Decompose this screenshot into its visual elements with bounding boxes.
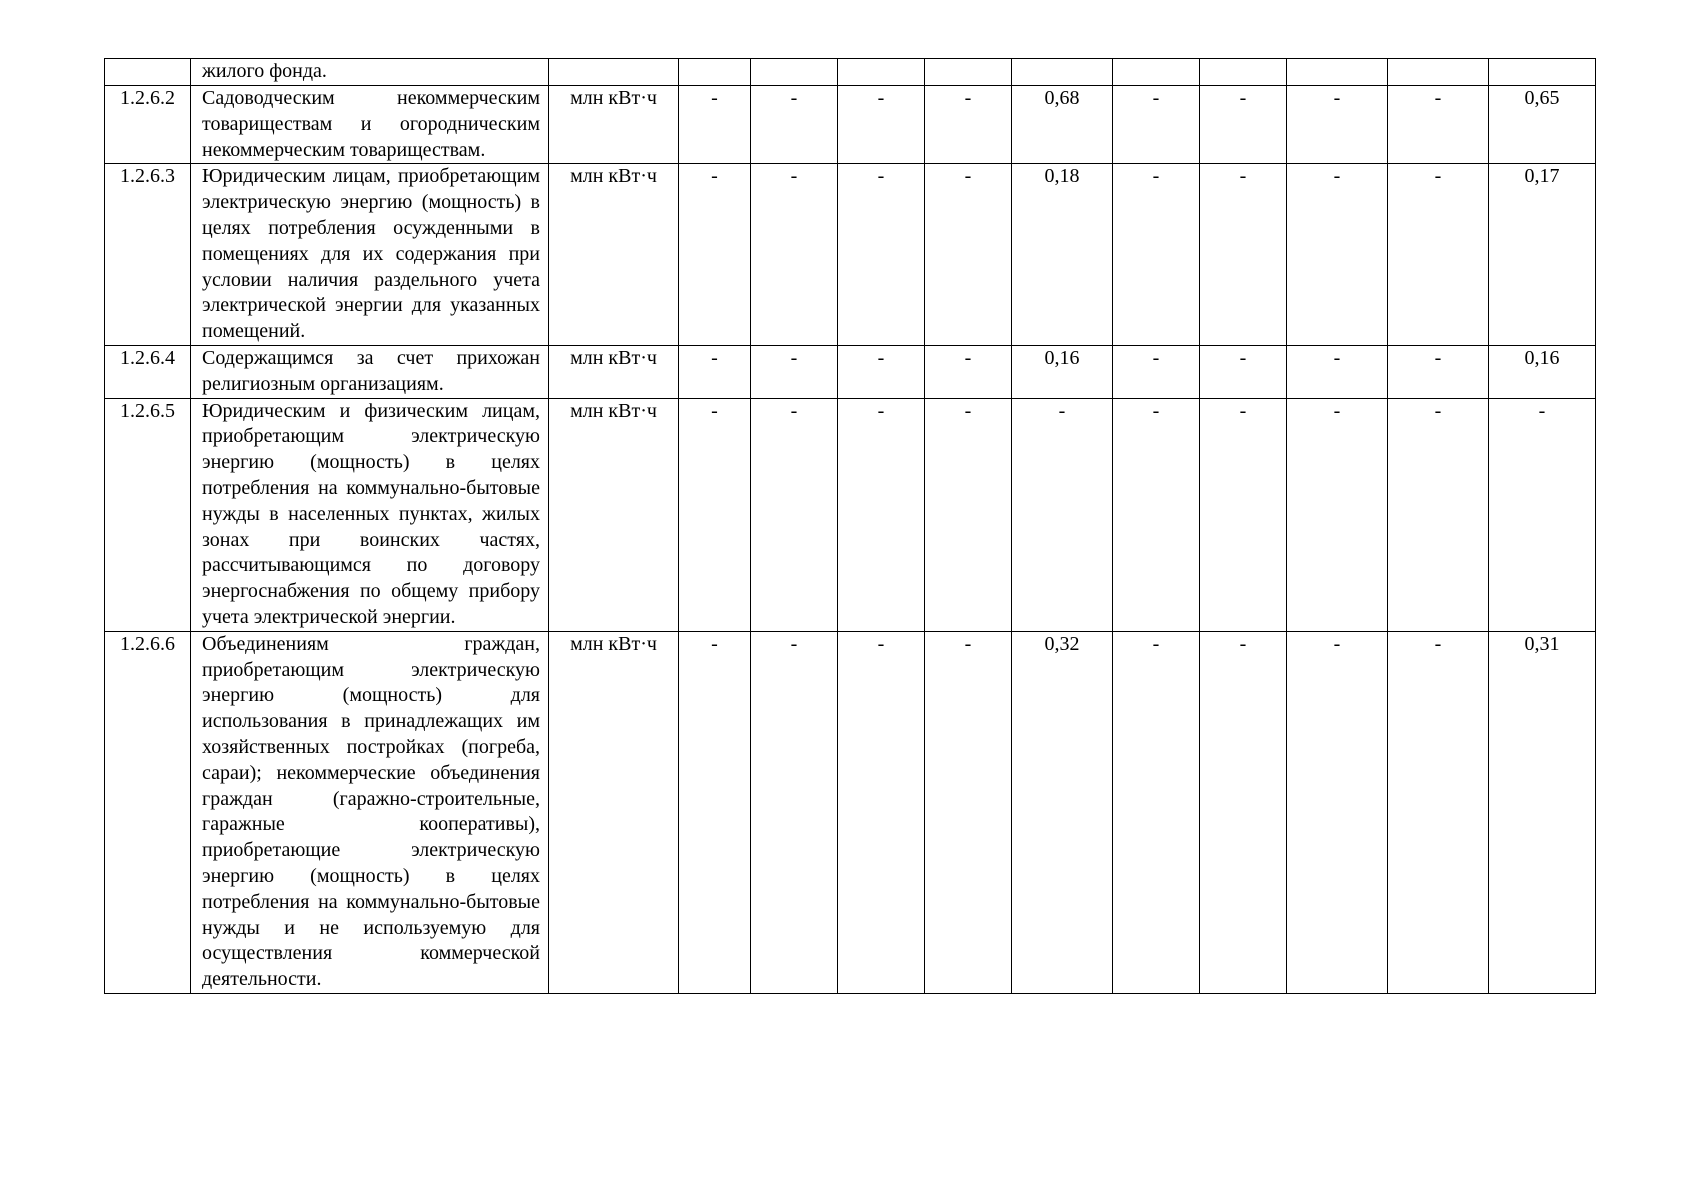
row-value: - — [925, 398, 1012, 631]
row-value: - — [679, 631, 751, 993]
row-value: 0,16 — [1012, 345, 1113, 398]
row-name: Объединениям граждан, приобретающим электрическую энергию (мощность) для использования в принадлежащих им хозяйственных постройках (погреба, сараи); некоммерческие объединения граждан (гаражно-строительные, гаражные кооперативы), приобретающие электрическую энергию (мощность) в целях потребления на коммунально-бытовые нужды и не используемую для осуществления коммерческой деятельности. — [191, 631, 549, 993]
row-value: - — [1388, 631, 1489, 993]
row-value: - — [1200, 631, 1287, 993]
row-code: 1.2.6.2 — [105, 86, 191, 164]
row-value: - — [1388, 345, 1489, 398]
row-value: - — [1200, 345, 1287, 398]
row-name: Содержащимся за счет прихожан религиозным организациям. — [191, 345, 549, 398]
row-value: - — [1113, 164, 1200, 346]
row-value: - — [925, 631, 1012, 993]
row-value: - — [1113, 86, 1200, 164]
row-value: - — [925, 164, 1012, 346]
row-value: - — [838, 345, 925, 398]
row-value: - — [1388, 398, 1489, 631]
row-name: Юридическим лицам, приобретающим электрическую энергию (мощность) в целях потребления осужденными в помещениях для их содержания при условии наличия раздельного учета электрической энергии для указанных помещений. — [191, 164, 549, 346]
row-value: - — [1489, 398, 1596, 631]
row-unit: млн кВт·ч — [549, 631, 679, 993]
table-row — [105, 345, 1596, 398]
row-value: - — [1287, 345, 1388, 398]
row-value: - — [751, 631, 838, 993]
row-value — [1489, 59, 1596, 86]
row-name: жилого фонда. — [191, 59, 549, 86]
table-row — [105, 164, 1596, 346]
row-value: 0,18 — [1012, 164, 1113, 346]
row-value — [838, 59, 925, 86]
table-row — [105, 59, 1596, 86]
tariff-volume-table — [104, 58, 1596, 994]
row-value: - — [1287, 398, 1388, 631]
row-value: - — [751, 164, 838, 346]
row-value: - — [838, 86, 925, 164]
row-value — [679, 59, 751, 86]
row-code: 1.2.6.6 — [105, 631, 191, 993]
row-value — [751, 59, 838, 86]
row-unit: млн кВт·ч — [549, 86, 679, 164]
table-row — [105, 631, 1596, 993]
row-value — [1287, 59, 1388, 86]
row-value: - — [679, 86, 751, 164]
row-code: 1.2.6.5 — [105, 398, 191, 631]
row-value: - — [1012, 398, 1113, 631]
row-value: - — [1200, 164, 1287, 346]
row-value: - — [1388, 86, 1489, 164]
row-value: - — [1113, 345, 1200, 398]
row-value: - — [838, 164, 925, 346]
row-value: 0,31 — [1489, 631, 1596, 993]
row-value: - — [1200, 86, 1287, 164]
row-code: 1.2.6.3 — [105, 164, 191, 346]
row-value: - — [751, 398, 838, 631]
row-unit: млн кВт·ч — [549, 345, 679, 398]
row-value: - — [925, 345, 1012, 398]
row-value: 0,17 — [1489, 164, 1596, 346]
row-value: - — [1287, 86, 1388, 164]
row-value: - — [679, 398, 751, 631]
row-value: - — [1287, 164, 1388, 346]
row-value: - — [1200, 398, 1287, 631]
row-code: 1.2.6.4 — [105, 345, 191, 398]
row-code — [105, 59, 191, 86]
row-value: - — [679, 345, 751, 398]
row-value — [1388, 59, 1489, 86]
table-row — [105, 398, 1596, 631]
row-value: 0,68 — [1012, 86, 1113, 164]
row-value: - — [1287, 631, 1388, 993]
row-value: - — [1113, 631, 1200, 993]
row-value: - — [1113, 398, 1200, 631]
row-name: Юридическим и физическим лицам, приобретающим электрическую энергию (мощность) в целях потребления на коммунально-бытовые нужды в населенных пунктах, жилых зонах при воинских частях, рассчитывающимся по договору энергоснабжения по общему прибору учета электрической энергии. — [191, 398, 549, 631]
row-value: 0,32 — [1012, 631, 1113, 993]
row-value — [1113, 59, 1200, 86]
row-value: - — [838, 631, 925, 993]
row-value — [925, 59, 1012, 86]
row-value — [1012, 59, 1113, 86]
row-value — [1200, 59, 1287, 86]
row-unit: млн кВт·ч — [549, 164, 679, 346]
row-unit — [549, 59, 679, 86]
row-value: 0,65 — [1489, 86, 1596, 164]
row-value: 0,16 — [1489, 345, 1596, 398]
row-unit: млн кВт·ч — [549, 398, 679, 631]
row-value: - — [1388, 164, 1489, 346]
row-value: - — [751, 86, 838, 164]
row-value: - — [679, 164, 751, 346]
row-value: - — [751, 345, 838, 398]
table-row — [105, 86, 1596, 164]
row-name: Садоводческим некоммерческим товариществам и огородническим некоммерческим товариществам. — [191, 86, 549, 164]
row-value: - — [925, 86, 1012, 164]
row-value: - — [838, 398, 925, 631]
